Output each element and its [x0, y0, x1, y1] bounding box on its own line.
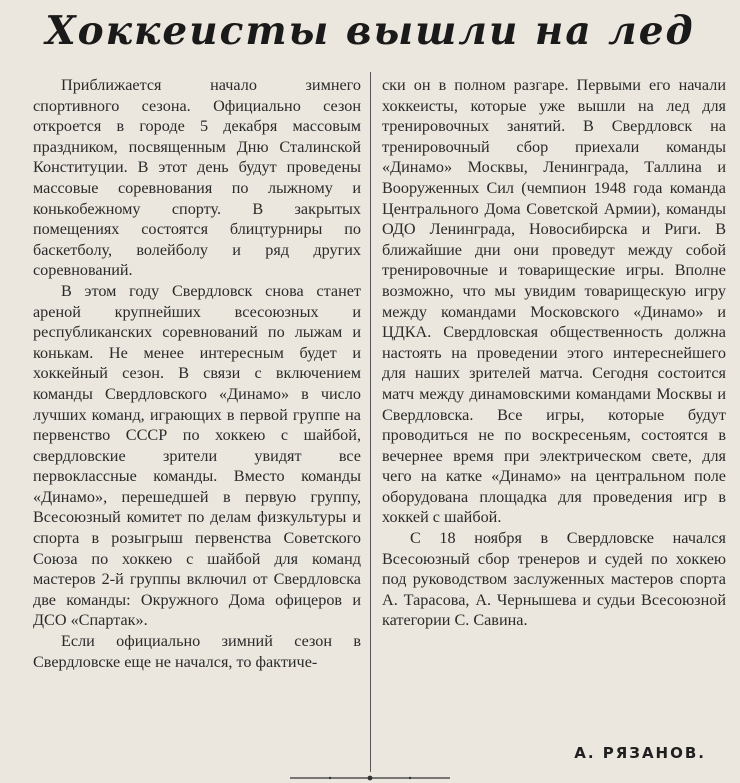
paragraph: С 18 ноября в Свердловске начался Всесоюзный сбор тренеров и судей по хоккею под руководством заслуженных мастеров спорта А. Тарасова, А. Чернышева и судьи Всесоюзной категории С. Савина.: [382, 529, 726, 630]
ornamental-rule-icon: [290, 775, 450, 781]
paragraph: Если официально зимний сезон в Свердловске еще не начался, то фактиче-: [33, 632, 361, 671]
paragraph: ски он в полном разгаре. Первыми его начали хоккеисты, которые уже вышли на лед для тренировочных занятий. В Свердловск на тренировочный сбор приехали команды «Динамо» Москвы, Ленинграда, Таллина и Вооруженных Сил (чемпион 1948 года команда Центрального Дома Советской Армии), команды ОДО Ленинграда, Новосибирска и Риги. В ближайшие дни они проведут между собой тренировочные и товарищеские игры. Вполне возможно, что мы увидим товарищескую игру между командами Московского «Динамо» и ЦДКА. Свердловская общественность должна настоять на проведении этого интереснейшего для наших зрителей матча. Сегодня состоится матч между динамовскими командами Москвы и Свердловска. Все игры, которые будут проводиться не по воскресеньям, состоятся в вечернее время при электрическом свете, для чего на катке «Динамо» на центральном поле оборудована площадка для проведения игр в хоккей с шайбой.: [382, 76, 726, 527]
headline: Хоккеисты вышли на лед: [45, 8, 695, 54]
author-signature: А. РЯЗАНОВ.: [574, 744, 706, 762]
left-column: [33, 75, 361, 672]
right-column: [382, 75, 726, 631]
column-divider: [370, 72, 371, 772]
paragraph: Приближается начало зимнего спортивного сезона. Официально сезон откроется в городе 5 декабря массовым праздником, посвященным Дню Сталинской Конституции. В этот день будут проведены массовые соревнования по лыжному и конькобежному спорту. В закрытых помещениях состоятся блицтурниры по баскетболу, волейболу и ряд других соревнований.: [33, 76, 361, 280]
paragraph: В этом году Свердловск снова станет ареной крупнейших всесоюзных и республиканских соревнований по лыжам и конькам. Не менее интересным будет и хоккейный сезон. В связи с включением команды Свердловского «Динамо» в число лучших команд, играющих в первой группе на первенство СССР по хоккею с шайбой, свердловские зрители увидят все первоклассные команды. Вместо команды «Динамо», перешедшей в первую группу, Всесоюзный комитет по делам физкультуры и спорта в розыгрыш первенства Советского Союза по хоккею с шайбой для команд мастеров 2-й группы включил от Свердловска две команды: Окружного Дома офицеров и ДСО «Спартак».: [33, 281, 361, 630]
